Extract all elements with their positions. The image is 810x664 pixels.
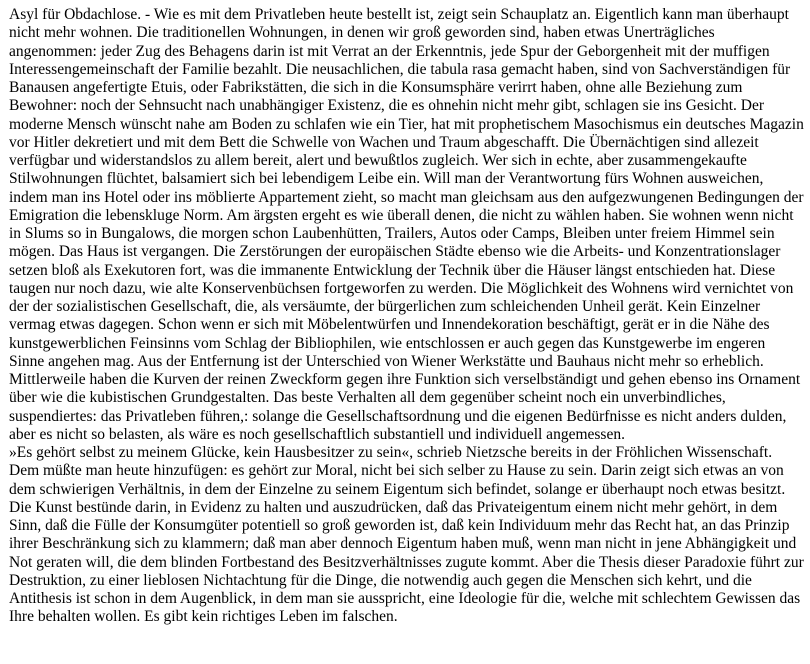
paragraph-nietzsche-quote: »Es gehört selbst zu meinem Glücke, kein Hausbesitzer zu sein«, schrieb Nietzsche bereits in der Fröhlichen Wissenschaft. Dem müßte man heute hinzufügen: es gehört zur Moral, nicht bei sich selber zu Hause zu sein. Darin zeigt sich etwas an von dem schwierigen Verhältnis, in dem der Einzelne zu seinem Eigentum sich befindet, solange er überhaupt noch etwas besitzt. Die Kunst bestünde darin, in Evidenz zu halten und auszudrücken, daß das Privateigentum einem nicht mehr gehört, in dem Sinn, daß die Fülle der Konsumgüter potentiell so groß geworden ist, daß kein Individuum mehr das Recht hat, an das Prinzip ihrer Beschränkung sich zu klammern; daß man aber dennoch Eigentum haben muß, wenn man nicht in jene Abhängigkeit und Not geraten will, die dem blinden Fortbestand des Besitzverhältnisses zugute kommt. Aber die Thesis dieser Paradoxie führt zur Destruktion, zu einer lieblosen Nichtachtung für die Dinge, die notwendig auch gegen die Menschen sich kehrt, und die Antithesis ist schon in dem Augenblick, in dem man sie ausspricht, eine Ideologie für die, welche mit schlechtem Gewissen das Ihre behalten wollen. Es gibt kein richtiges Leben im falschen. bbox=[9, 444, 804, 626]
document-body bbox=[9, 6, 804, 627]
paragraph-asyl-fuer-obdachlose: Asyl für Obdachlose. - Wie es mit dem Privatleben heute bestellt ist, zeigt sein Schauplatz an. Eigentlich kann man überhaupt nicht mehr wohnen. Die traditionellen Wohnungen, in denen wir groß geworden sind, haben etwas Unerträgliches angenommen: jeder Zug des Behagens darin ist mit Verrat an der Erkenntnis, jede Spur der Geborgenheit mit der muffigen Interessengemeinschaft der Familie bezahlt. Die neusachlichen, die tabula rasa gemacht haben, sind von Sachverständigen für Banausen angefertigte Etuis, oder Fabrikstätten, die sich in die Konsumsphäre verirrt haben, ohne alle Beziehung zum Bewohner: noch der Sehnsucht nach unabhängiger Existenz, die es ohnehin nicht mehr gibt, schlagen sie ins Gesicht. Der moderne Mensch wünscht nahe am Boden zu schlafen wie ein Tier, hat mit prophetischem Masochismus ein deutsches Magazin vor Hitler dekretiert und mit dem Bett die Schwelle von Wachen und Traum abgeschafft. Die Übernächtigen sind allezeit verfügbar und widerstandslos zu allem bereit, alert und bewußtlos zugleich. Wer sich in echte, aber zusammengekaufte Stilwohnungen flüchtet, balsamiert sich bei lebendigem Leibe ein. Will man der Verantwortung fürs Wohnen ausweichen, indem man ins Hotel oder ins möblierte Appartement zieht, so macht man gleichsam aus den aufgezwungenen Bedingungen der Emigration die lebenskluge Norm. Am ärgsten ergeht es wie überall denen, die nicht zu wählen haben. Sie wohnen wenn nicht in Slums so in Bungalows, die morgen schon Laubenhütten, Trailers, Autos oder Camps, Bleiben unter freiem Himmel sein mögen. Das Haus ist vergangen. Die Zerstörungen der europäischen Städte ebenso wie die Arbeits- und Konzentrationslager setzen bloß als Exekutoren fort, was die immanente Entwicklung der Technik über die Häuser längst entschieden hat. Diese taugen nur noch dazu, wie alte Konservenbüchsen fortgeworfen zu werden. Die Möglichkeit des Wohnens wird vernichtet von der der sozialistischen Gesellschaft, die, als versäumte, der bürgerlichen zum schleichenden Unheil gerät. Kein Einzelner vermag etwas dagegen. Schon wenn er sich mit Möbelentwürfen und Innendekoration beschäftigt, gerät er in die Nähe des kunstgewerblichen Feinsinns vom Schlag der Bibliophilen, wie entschlossen er auch gegen das Kunstgewerbe im engeren Sinne angehen mag. Aus der Entfernung ist der Unterschied von Wiener Werkstätte und Bauhaus nicht mehr so erheblich. Mittlerweile haben die Kurven der reinen Zweckform gegen ihre Funktion sich verselbständigt und gehen ebenso ins Ornament über wie die kubistischen Grundgestalten. Das beste Verhalten all dem gegenüber scheint noch ein unverbindliches, suspendiertes: das Privatleben führen,: solange die Gesellschaftsordnung und die eigenen Bedürfnisse es nicht anders dulden, aber es nicht so belasten, als wäre es noch gesellschaftlich substantiell und individuell angemessen. bbox=[9, 6, 804, 443]
